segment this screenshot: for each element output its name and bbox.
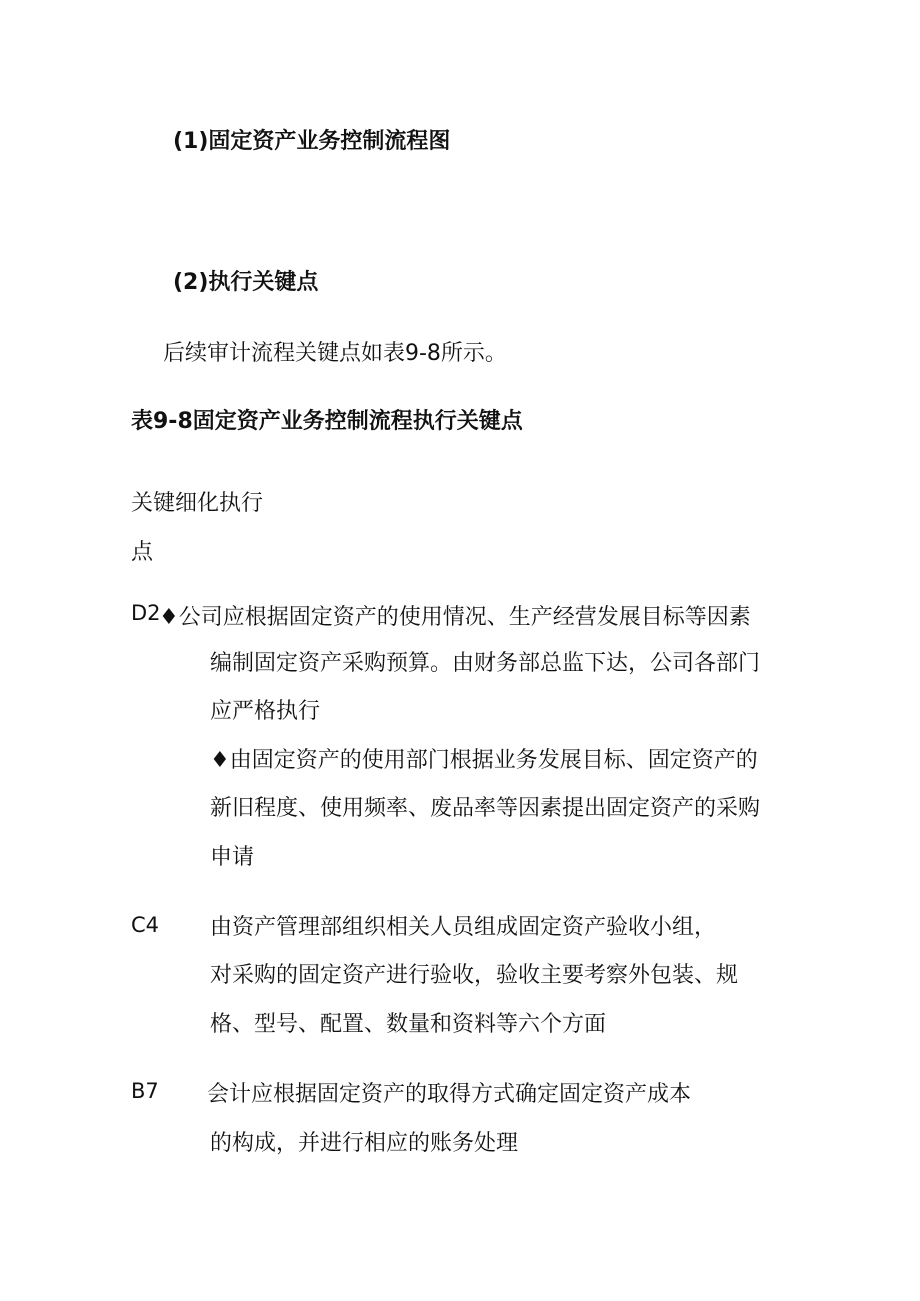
row-d2-line-4: ♦由固定资产的使用部门根据业务发展目标、固定资产的 (210, 748, 758, 773)
table-header-line-2: 点 (131, 540, 154, 565)
section-heading-key-points: (2)执行关键点 (173, 270, 319, 295)
table-title: 表9-8固定资产业务控制流程执行关键点 (131, 409, 523, 434)
table-header-line-1: 关键细化执行 (131, 491, 264, 516)
row-code-b7: B7 (131, 1079, 159, 1103)
intro-paragraph: 后续审计流程关键点如表9-8所示。 (163, 341, 507, 366)
row-b7-line-2: 的构成，并进行相应的账务处理 (210, 1131, 519, 1156)
row-code-c4: C4 (131, 913, 160, 937)
row-d2-line-1: ♦公司应根据固定资产的使用情况、生产经营发展目标等因素 (159, 605, 751, 630)
row-b7-line-1: 会计应根据固定资产的取得方式确定固定资产成本 (207, 1082, 692, 1107)
row-code-d2: D2 (131, 601, 161, 625)
row-c4-line-3: 格、型号、配置、数量和资料等六个方面 (210, 1012, 607, 1037)
row-c4-line-2: 对采购的固定资产进行验收，验收主要考察外包装、规 (210, 963, 739, 988)
section-heading-flowchart: (1)固定资产业务控制流程图 (173, 129, 451, 154)
row-c4-line-1: 由资产管理部组织相关人员组成固定资产验收小组， (210, 915, 717, 940)
row-d2-line-6: 申请 (210, 845, 255, 870)
row-d2-line-2: 编制固定资产采购预算。由财务部总监下达，公司各部门 (210, 651, 761, 676)
row-d2-line-5: 新旧程度、使用频率、废品率等因素提出固定资产的采购 (210, 796, 761, 821)
row-d2-line-3: 应严格执行 (210, 699, 321, 724)
